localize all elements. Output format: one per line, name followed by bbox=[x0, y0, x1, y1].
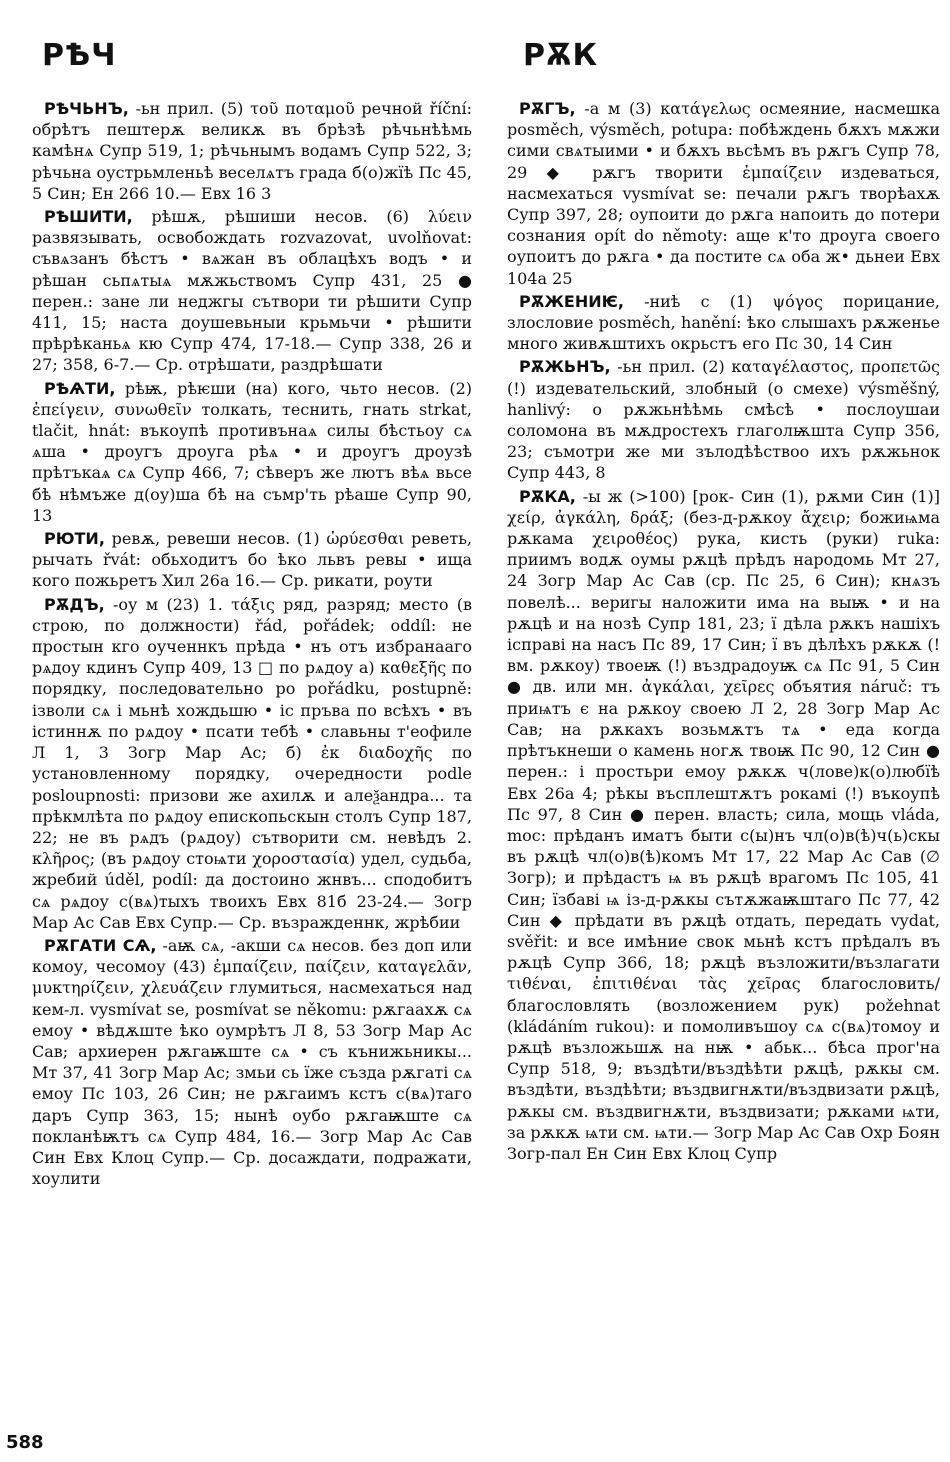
dictionary-entry bbox=[32, 935, 472, 1189]
dictionary-entry bbox=[32, 594, 472, 933]
entry-text: рѣшѫ, рѣшиши несов. (6) λύειν развязывать, освобождать rozvazovat, uvolňovat: съвѧзанъ бѣстъ • вѧжан въ облацѣхъ водъ • и рѣшан сьпѧтыѧ мѫжьствомъ Супр 431, 25 ● перен.: зане ли неджгы сътвори ти рѣшити Супр 411, 15; наста доушевьныи крьмьчи • рѣшити прѣрѣканьѧ кю Супр 474, 17-18.— Супр 338, 26 и 27; 358, 6-7.— Ср. отрѣшати, раздрѣшати bbox=[32, 207, 472, 375]
entry-text: -ниѣ с (1) ψόγος порицание, злословие posměch, hanění: ѣко слышахъ рѫженье много живѫштихъ окрьстъ его Пс 30, 14 Син bbox=[507, 291, 940, 354]
entry-text: -аѭ сѧ, -акши сѧ несов. без доп или комоу, чесомоу (43) ἐμπαίζειν, παίζειν, καταγελᾶν, μυκτηρίζειν, χλευάζειν глумиться, насмехаться над кем-л. vysmívat se, posmívat se někomu: рѫгаахѫ сѧ емоу • вѣдѫште ѣко оумрѣтъ Л 8, 53 Зогр Мар Ас Сав; архиерен рѫгаѭште сѧ • съ кънижьникы... Мт 37, 41 Зогр Мар Ас; змьи сь їже създа рѫгаті сѧ емоу Пс 103, 26 Син; не рѫгаимъ кстъ с(вѧ)таго даръ Супр 363, 15; нынѣ оубо рѫгаѭште сѧ покланѣѭтъ сѧ Супр 484, 16.— Зогр Мар Ас Сав Син Евх Клоц Супр.— Ср. досаждати, подражати, хоулити bbox=[32, 935, 473, 1189]
dictionary-entry bbox=[507, 98, 940, 289]
entry-text: -оу м (23) 1. τάξις ряд, разряд; место (в строю, по должности) řád, pořádek; oddíl: не простын кго оученнкъ прѣда • нъ отъ избранааго рѧдоу кдинъ Супр 409, 13 □ по рѧдоу а) καθεξῆς по порядку, последовательно po pořádku, postupně: ізволи сѧ і мьнѣ хождьшю • іс пръва по всѣхъ • въ істиннѫ по рѧдоу • псати тебѣ • славьны т'еофиле Л 1, 3 Зогр Мар Ас; б) ἐκ διαδοχῆς по установленному порядку, очередности podle posloupnosti: призови же ахилѫ и алеѯандра... та прѣкмлѣта по рѧдоу епископьскын столъ Супр 187, 22; не въ рѧдъ (рѧдоу) сътворити см. невѣдъ 2. κλῆρος; (въ рѧдоу стоѩти χοροστασία) удел, судьба, жребий úděl, podíl: да достоинo жнвъ... сподобитъ сѧ рѧдоу с(вѧ)тыхъ твоихъ Евх 81б 23-24.— Зогр Мар Ас Сав Евх Супр.— Ср. възражденнк, жрѣбии bbox=[32, 594, 472, 932]
dictionary-entry bbox=[32, 206, 472, 376]
running-header-right: РѪК bbox=[523, 38, 599, 73]
entry-text: -ы ж (>100) [рок- Син (1), рѫми Син (1)] χείρ, ἀγκάλη, δράξ; (без-д-рѫкоу ἄχειρ; божиѩма рѫкама χειροθέος) рука, кисть (руки) ruka: приимъ водѫ оумы рѫцѣ прѣдъ народомь Мт 27, 24 Зогр Мар Ас Сав (ср. Пс 25, 6 Син); кнѧзъ повелѣ... веригы наложити има на выѭ • и на рѫцѣ и на нозѣ Супр 181, 23; ї дѣла рѫкъ нашіхъ ісправі на насъ Пс 89, 17 Син; ї въ дѣлѣхъ рѫкѫ (! вм. рѫкоу) твоеѭ (!) въздрадоуѭ сѧ Пс 91, 5 Син ● дв. или мн. ἀγκάλαι, χεῖρες объятия náruč: тъ приѩтъ є на рѫкоу своею Л 2, 28 Зогр Мар Ас Сав; на рѫкахъ возьмѫтъ тѧ • еда когда прѣтъкнеши о камень ногѫ твоѭ Пс 90, 12 Син ● перен.: і простьри емоу рѫкѫ ч(лове)к(о)любїѣ Евх 26а 4; рѣкы въсплештѫтъ рокамі (!) въкоупѣ Пс 97, 8 Син ● перен. власть; сила, мощь vláda, moc: прѣданъ иматъ быти с(ы)нъ чл(о)в(ѣ)ч(ь)скы въ рѫцѣ чл(о)в(ѣ)комъ Мт 17, 22 Мар Ас Сав (∅ Зогр); и прѣдастъ ѩ въ рѫцѣ врагомъ Пс 105, 41 Син; їзбаві ѩ із-д-рѫкы сътѫжаѭштаго Пс 77, 42 Син ◆ прѣдати въ рѫцѣ отдать, передать vydat, svěřit: и все имѣние свок мьнѣ кстъ прѣдалъ въ рѫцѣ Супр 366, 18; рѫцѣ възложити/възлагати τιθέναι, ἐπιτιθέναι τὰς χεῖρας благословить/благословлять (возложением рук) požehnat (kládáním rukou): и помоливъшоу сѧ с(вѧ)томоу и рѫцѣ възложьшѫ на нѭ • абьк... бѣса прог'на Супр 518, 9; въздѣти/въздѣѣти рѫцѣ, рѫкы см. въздѣти, въздѣѣти; въздвигнѫти/въздвизати рѫцѣ, рѫкы см. въздвигнѫти, въздвизати; рѫками ѩти, за рѫкѫ ѩти см. ѩти.— Зогр Мар Ас Сав Охр Боян Зогр-пал Ен Син Евх Клоц Супр bbox=[507, 486, 940, 1163]
dictionary-entry bbox=[507, 486, 940, 1165]
headword: РѪЖЬНЪ, bbox=[519, 357, 611, 377]
entry-text: ревѫ, ревеши несов. (1) ὠρύεσθαι реветь, рычать řvát: обьходитъ бо ѣко львъ ревы • ища кого пожьретъ Хил 26а 16.— Ср. рикати, роути bbox=[32, 529, 472, 591]
dictionary-entry bbox=[507, 356, 940, 483]
headword: РѢШИТИ, bbox=[44, 207, 133, 227]
headword: РЮТИ, bbox=[44, 529, 105, 549]
dictionary-entry bbox=[32, 378, 472, 526]
dictionary-entry bbox=[32, 528, 472, 592]
entry-text: -ьн прил. (2) καταγέλαστος, προπετῶς (!) издевательский, злобный (о смехе) výsměšný, hanlivý: о рѫжьнѣѣмь смѣсѣ • послоушаи соломона въ мѫдростехъ глаголѭшта Супр 356, 23; съмотри же ми зълодѣѣствоо ихъ рѫжьнок Супр 443, 8 bbox=[507, 357, 940, 483]
right-column bbox=[507, 98, 940, 1166]
headword: РѪКА, bbox=[519, 486, 576, 506]
page-number: 588 bbox=[6, 1432, 44, 1453]
headword: РѪЖЕНИѤ, bbox=[519, 291, 624, 311]
entry-text: -а м (3) κατάγελως осмеяние, насмешка posměch, výsměch, potupa: побѣждень бѫхъ мѫжи сими свѧтыими • и бѫхъ вьсѣмъ въ рѫгъ Супр 78, 29 ◆ рѫгъ творити ἐμπαίζειν издеваться, насмехаться vysmívat se: печали рѫгъ творѣахѫ Супр 397, 28; оупоити до рѫга напоить до потери сознания opít do němoty: аще к'то дроуга своего оупоитъ до рѫга • да постите сѧ оба ж• дьнеи Евх 104а 25 bbox=[507, 99, 940, 288]
dictionary-entry bbox=[507, 291, 940, 355]
headword: РѪГЪ, bbox=[519, 99, 576, 118]
headword: РѢЧЬНЪ, bbox=[44, 99, 129, 118]
headword: РѪГАТИ СѦ, bbox=[44, 935, 157, 955]
entry-text: -ьн прил. (5) τοῦ ποταμοῦ речной říční: обрѣтъ пештерѫ великѫ въ брѣзѣ рѣчьнѣѣмь камѣнѧ Супр 519, 1; рѣчьнымъ водамъ Супр 522, 3; рѣчьна оустрьмленьѣ веселѧтъ града б(о)жїѣ Пс 45, 5 Син; Ен 266 10.— Евх 16 3 bbox=[32, 99, 472, 203]
entry-text: рѣѭ, рѣѥши (на) кого, чьто несов. (2) ἐπείγειν, συνωθεῖν толкать, теснить, гнать strkat, tlačit, hnát: въкоупѣ противънаѧ силы бѣстьоу сѧ ѧша • дроугъ дроуга рѣѧ • и дроугъ дроузѣ прѣтъкаѧ сѧ Супр 466, 7; сѣверъ же лютъ вѣѧ вьсе бѣ нѣмъже д(оу)ша бѣ на съмр'ть рѣаше Супр 90, 13 bbox=[32, 378, 472, 525]
dictionary-entry bbox=[32, 98, 472, 204]
headword: РѪДЪ, bbox=[44, 594, 105, 614]
left-column bbox=[32, 98, 472, 1191]
running-header-left: РѢЧ bbox=[42, 38, 117, 73]
headword: РѢѦТИ, bbox=[44, 378, 116, 398]
